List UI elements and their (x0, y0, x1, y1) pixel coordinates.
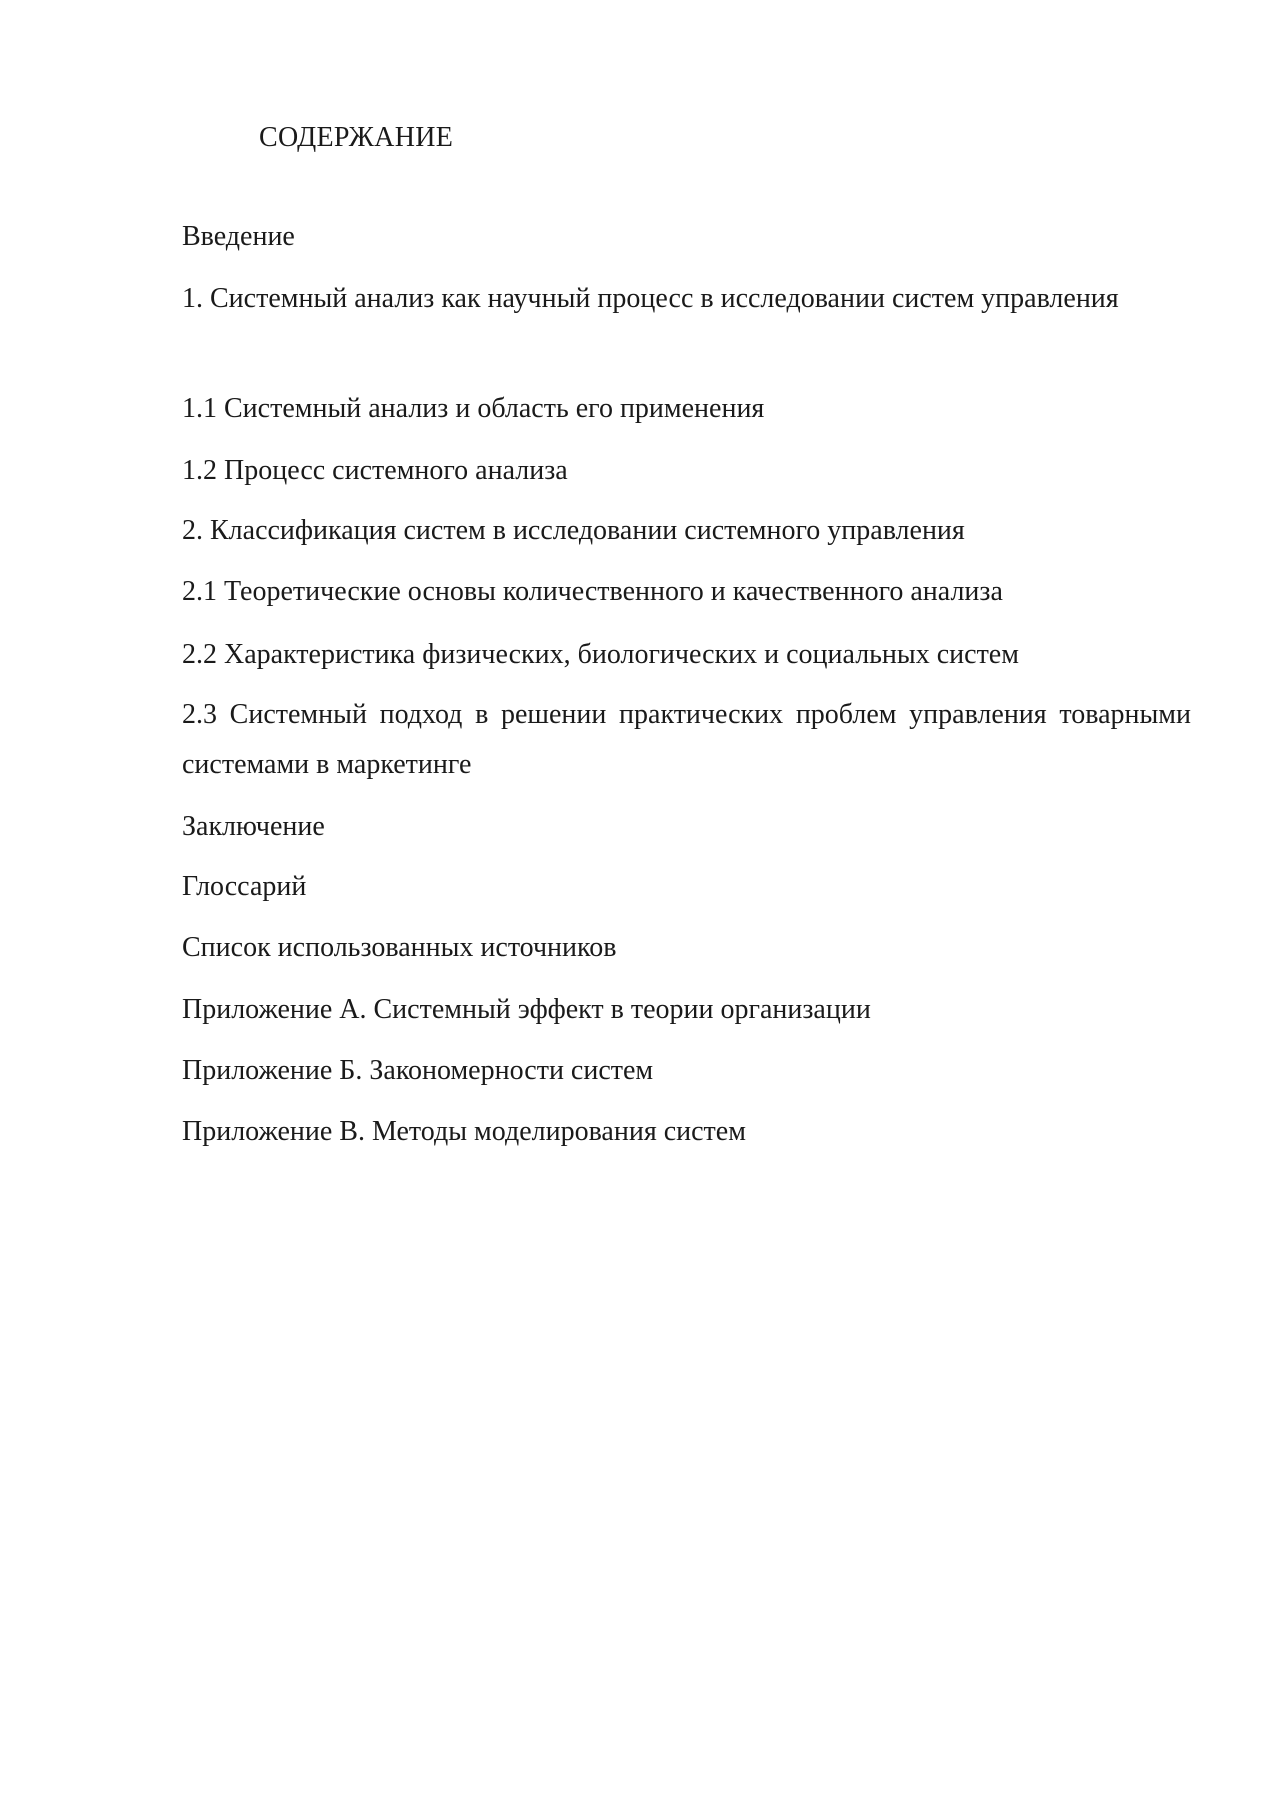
toc-entry-section-2-1: 2.1 Теоретические основы количественного и качественного анализа (182, 576, 1003, 607)
toc-entry-introduction: Введение (182, 221, 295, 252)
toc-entry-appendix-a: Приложение А. Системный эффект в теории организации (182, 994, 871, 1025)
toc-entry-section-1-1: 1.1 Системный анализ и область его применения (182, 393, 765, 424)
toc-heading: СОДЕРЖАНИЕ (259, 122, 454, 153)
toc-entry-section-2-2: 2.2 Характеристика физических, биологических и социальных систем (182, 639, 1019, 670)
toc-entry-section-1-2: 1.2 Процесс системного анализа (182, 455, 568, 486)
toc-entry-glossary: Глоссарий (182, 871, 307, 902)
toc-entry-conclusion: Заключение (182, 811, 325, 842)
toc-entry-references: Список использованных источников (182, 932, 617, 963)
toc-entry-section-2-3: 2.3 Системный подход в решении практических проблем управления товарными системами в маркетинге (182, 699, 1191, 780)
toc-entry-section-2: 2. Классификация систем в исследовании системного управления (182, 515, 965, 546)
toc-entry-appendix-v: Приложение В. Методы моделирования систем (182, 1116, 746, 1147)
toc-entry-appendix-b: Приложение Б. Закономерности систем (182, 1055, 654, 1086)
toc-entry-section-1: 1. Системный анализ как научный процесс в исследовании систем управления (182, 283, 1119, 314)
